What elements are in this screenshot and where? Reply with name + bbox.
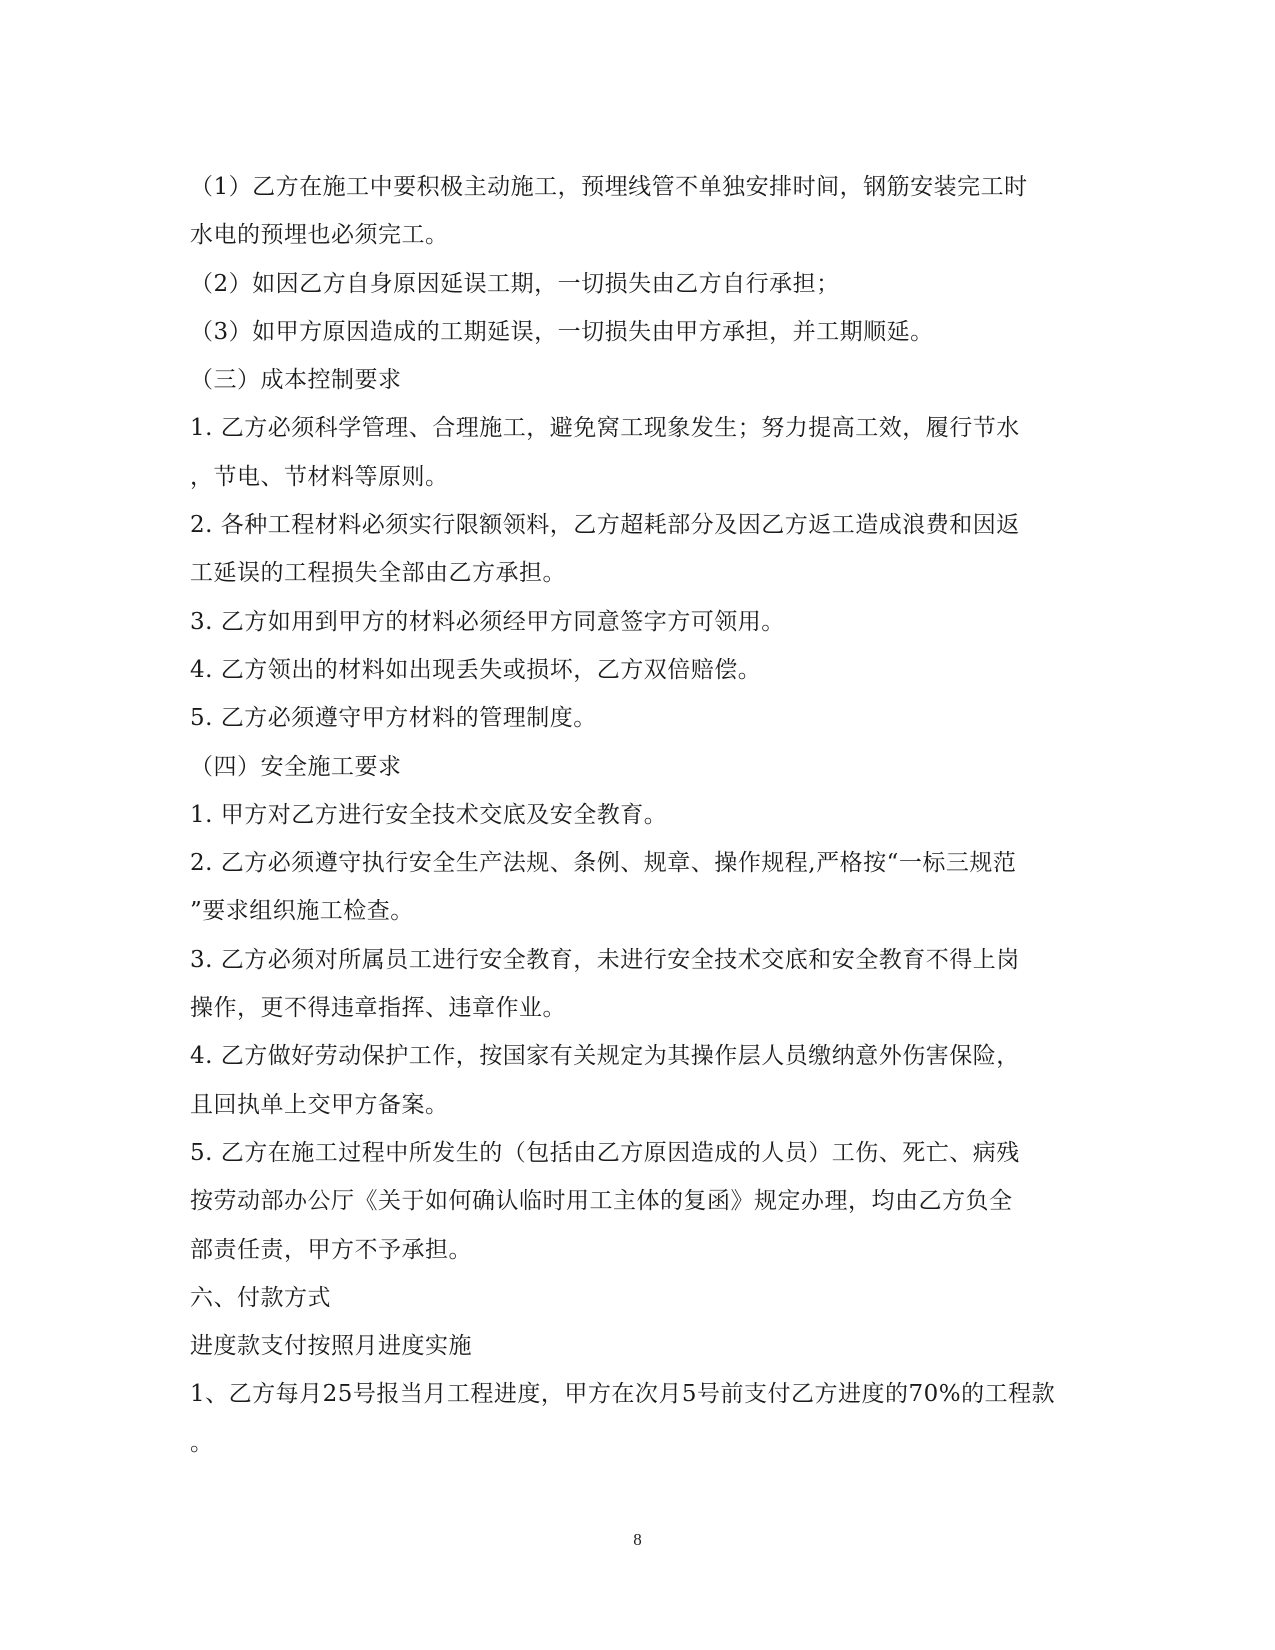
text-line: 4. 乙方领出的材料如出现丢失或损坏，乙方双倍赔偿。 bbox=[190, 656, 762, 683]
section-heading: 六、付款方式 bbox=[190, 1284, 331, 1311]
text-line: （1）乙方在施工中要积极主动施工，预埋线管不单独安排时间，钢筋安装完工时 bbox=[190, 174, 1028, 200]
section-heading: （三）成本控制要求 bbox=[190, 367, 402, 394]
text-line: 水电的预埋也必须完工。 bbox=[190, 222, 449, 249]
text-line: ”要求组织施工检查。 bbox=[190, 898, 414, 925]
text-line: 1. 乙方必须科学管理、合理施工，避免窝工现象发生；努力提高工效，履行节水 bbox=[190, 415, 1020, 442]
page-number: 8 bbox=[633, 1530, 642, 1549]
text-line: 5. 乙方必须遵守甲方材料的管理制度。 bbox=[190, 705, 597, 732]
text-line: （2）如因乙方自身原因延误工期，一切损失由乙方自行承担； bbox=[190, 270, 840, 297]
text-line: （3）如甲方原因造成的工期延误，一切损失由甲方承担，并工期顺延。 bbox=[190, 318, 934, 345]
text-line: 3. 乙方如用到甲方的材料必须经甲方同意签字方可领用。 bbox=[190, 608, 785, 635]
text-line: 且回执单上交甲方备案。 bbox=[190, 1091, 449, 1118]
text-line: 工延误的工程损失全部由乙方承担。 bbox=[190, 560, 566, 587]
text-line: 3. 乙方必须对所属员工进行安全教育，未进行安全技术交底和安全教育不得上岗 bbox=[190, 946, 1020, 973]
document-body bbox=[190, 163, 1090, 1467]
text-line: 2. 乙方必须遵守执行安全生产法规、条例、规章、操作规程,严格按“一标三规范 bbox=[190, 850, 1017, 877]
text-line: 5. 乙方在施工过程中所发生的（包括由乙方原因造成的人员）工伤、死亡、病残 bbox=[190, 1139, 1020, 1166]
section-heading: （四）安全施工要求 bbox=[190, 753, 402, 780]
text-line: 按劳动部办公厅《关于如何确认临时用工主体的复函》规定办理，均由乙方负全 bbox=[190, 1188, 1013, 1215]
text-line: 4. 乙方做好劳动保护工作，按国家有关规定为其操作层人员缴纳意外伤害保险， bbox=[190, 1043, 1020, 1070]
text-line: 操作，更不得违章指挥、违章作业。 bbox=[190, 995, 566, 1022]
text-line: ，节电、节材料等原则。 bbox=[190, 463, 449, 490]
text-line: 2. 各种工程材料必须实行限额领料，乙方超耗部分及因乙方返工造成浪费和因返 bbox=[190, 512, 1020, 539]
text-line: 部责任责，甲方不予承担。 bbox=[190, 1236, 472, 1263]
text-line: 进度款支付按照月进度实施 bbox=[190, 1333, 472, 1360]
text-line: 1、乙方每月25号报当月工程进度，甲方在次月5号前支付乙方进度的70%的工程款 bbox=[190, 1381, 1056, 1408]
text-line: 。 bbox=[190, 1429, 214, 1456]
text-line: 1. 甲方对乙方进行安全技术交底及安全教育。 bbox=[190, 801, 668, 828]
